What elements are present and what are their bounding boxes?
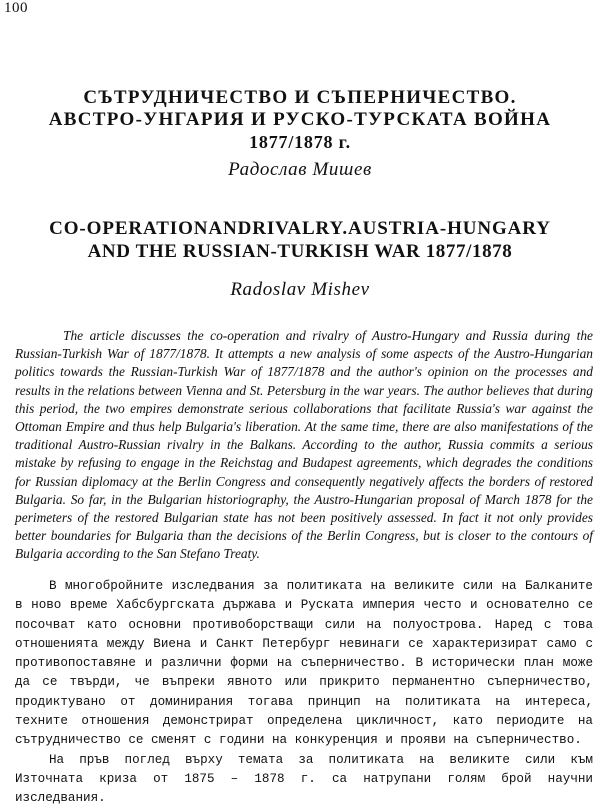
body-paragraph: В многобройните изследвания за политиката на великите сили на Балканите в ново време Хабсбургската държава и Руската империя често и основателно се посочват като основни противоборстващи сили на полуострова. Наред с това отношенията между Виена и Санкт Петербург невинаги се характеризират само с противопоставяне и различни форми на съперничество. В исторически план може да се твърди, че въпреки явното или прикрито перманентно съперничество, продиктувано от доминирания тогава принцип на политиката на интереса, техните отношения демонстрират определена цикличност, като периодите на сътрудничество се сменят с години на конкуренция и прояви на съперничество. <box>15 579 593 748</box>
title-bg-line-2: АВСТРО-УНГАРИЯ И РУСКО-ТУРСКАТА ВОЙНА <box>48 109 552 130</box>
abstract: The article discusses the co-operation and rivalry of Austro-Hungary and Russia during the Russian-Turkish War of 1877/1878. It attempts a new analysis of some aspects of the Austro-Hungarian politics towards the Russian-Turkish War of 1877/1878 and the author's opinion on the processes and results in the relations between Vienna and St. Petersburg in the war years. The author believes that during this period, the two empires demonstrate serious collaborations that facilitate Russia's war against the Ottoman Empire and thus help Bulgaria's liberation. At the same time, there are also manifestations of the traditional Austro-Russian rivalry in the Balkans. According to the author, Russia commits a serious mistake by refusing to engage in the Reichstag and Budapest agreements, which degrades the conditions for Russian diplomacy at the Berlin Congress and consequently negatively affects the borders of restored Bulgaria. So far, in the Bulgarian historiography, the Austro-Hungarian proposal of March 1878 for the perimeters of the restored Bulgarian state has not been positively assessed. In fact it not only provides better boundaries for Bulgaria than the decisions of the Berlin Congress, but is closer to the contours of Bulgaria according to the San Stefano Treaty. <box>15 328 593 562</box>
body-text <box>15 577 593 809</box>
title-en-line-2: AND THE RUSSIAN-TURKISH WAR 1877/1878 <box>87 241 513 262</box>
title-bg-line-3: 1877/1878 г. <box>249 132 351 152</box>
body-paragraph: На пръв поглед върху темата за политиката на великите сили към Източната криза от 1875 – 1878 г. са натрупани голям брой научни изследвания. <box>15 752 593 806</box>
title-bg-line-1: СЪТРУДНИЧЕСТВО И СЪПЕРНИЧЕСТВО. <box>83 87 517 108</box>
author-name-bulgarian: Радослав Мишев <box>228 159 372 180</box>
title-en-line-1: CO-OPERATIONANDRIVALRY.AUSTRIA-HUNGARY <box>49 218 551 239</box>
author-name-english: Radoslav Mishev <box>230 279 370 300</box>
page-number: 100 <box>4 0 28 16</box>
